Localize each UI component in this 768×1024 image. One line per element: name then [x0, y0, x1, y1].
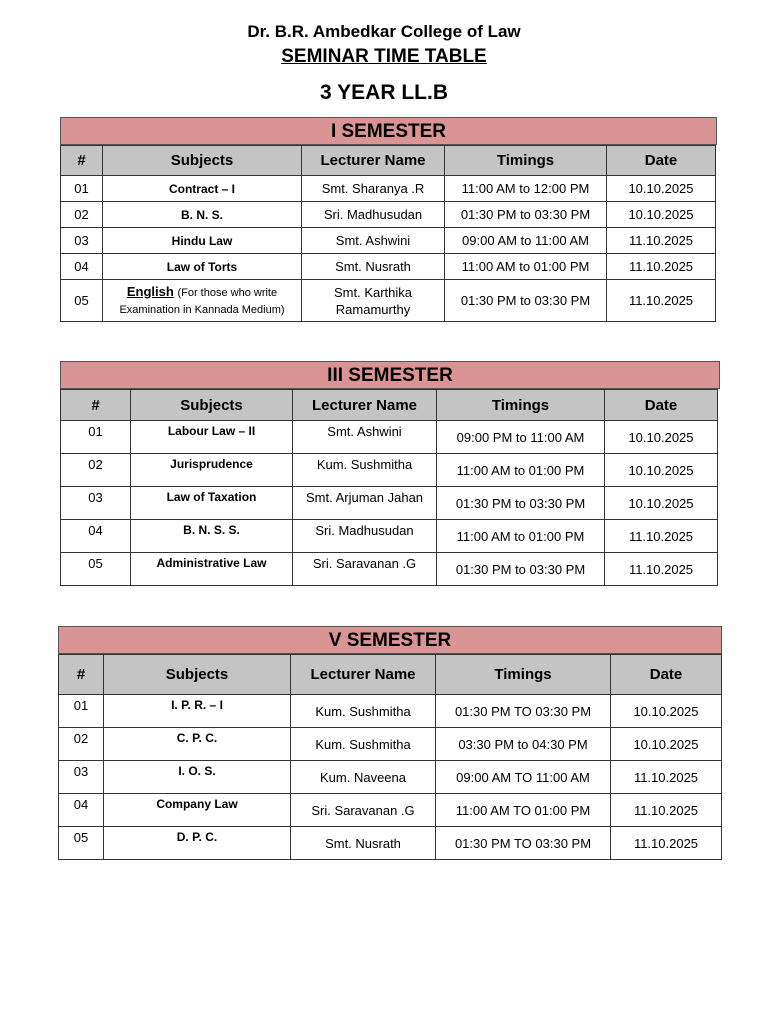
timing-cell: 01:30 PM to 03:30 PM — [445, 280, 607, 322]
row-number: 03 — [61, 228, 103, 254]
lecturer-cell: Smt. Arjuman Jahan — [293, 487, 437, 520]
lecturer-cell — [302, 280, 445, 322]
subject-cell: Law of Taxation — [131, 487, 293, 520]
table-row — [61, 553, 718, 586]
lecturer-name: Smt. Karthika — [333, 284, 413, 300]
col-header-no: # — [59, 655, 104, 695]
semester-1-table — [60, 145, 716, 322]
timing-cell: 11:00 AM to 01:00 PM — [437, 454, 605, 487]
timing-cell: 11:00 AM to 12:00 PM — [445, 176, 607, 202]
course-title: 3 YEAR LL.B — [320, 81, 448, 104]
subject-cell: Hindu Law — [103, 228, 302, 254]
subject-cell: Administrative Law — [131, 553, 293, 586]
col-header-date: Date — [607, 146, 716, 176]
document-title — [0, 46, 768, 68]
row-number: 05 — [61, 280, 103, 322]
col-header-subjects: Subjects — [103, 146, 302, 176]
timing-cell: 01:30 PM TO 03:30 PM — [436, 695, 611, 728]
timing-cell: 01:30 PM TO 03:30 PM — [436, 827, 611, 860]
date-cell: 11.10.2025 — [607, 254, 716, 280]
lecturer-cell: Kum. Sushmitha — [291, 728, 436, 761]
table-row — [59, 761, 722, 794]
lecturer-cell: Kum. Sushmitha — [293, 454, 437, 487]
timing-cell: 03:30 PM to 04:30 PM — [436, 728, 611, 761]
row-number: 05 — [59, 827, 104, 860]
table-header-row — [61, 390, 718, 421]
date-cell: 11.10.2025 — [611, 761, 722, 794]
row-number: 04 — [59, 794, 104, 827]
date-cell: 11.10.2025 — [607, 228, 716, 254]
row-number: 05 — [61, 553, 131, 586]
timing-cell: 11:00 AM TO 01:00 PM — [436, 794, 611, 827]
subject-cell: Contract – I — [103, 176, 302, 202]
row-number: 01 — [61, 176, 103, 202]
table-row — [61, 280, 716, 322]
table-row — [61, 176, 716, 202]
subject-cell: Law of Torts — [103, 254, 302, 280]
lecturer-name-line2: Ramamurthy — [335, 301, 411, 317]
table-row — [59, 794, 722, 827]
subject-cell — [103, 280, 302, 322]
date-cell: 11.10.2025 — [611, 794, 722, 827]
subject-name: English — [126, 283, 174, 299]
row-number: 02 — [59, 728, 104, 761]
subject-cell: D. P. C. — [104, 827, 291, 860]
document-title-text: SEMINAR TIME TABLE — [281, 46, 487, 67]
subject-cell: I. O. S. — [104, 761, 291, 794]
semester-3-table — [60, 389, 718, 586]
table-row — [61, 202, 716, 228]
table-row — [61, 520, 718, 553]
subject-cell: Jurisprudence — [131, 454, 293, 487]
timing-cell: 01:30 PM to 03:30 PM — [445, 202, 607, 228]
row-number: 04 — [61, 254, 103, 280]
date-cell: 10.10.2025 — [611, 695, 722, 728]
subject-note-line2: Examination in Kannada Medium) — [119, 303, 285, 316]
lecturer-cell: Smt. Ashwini — [293, 421, 437, 454]
lecturer-cell: Smt. Ashwini — [302, 228, 445, 254]
semester-1-title: I SEMESTER — [60, 117, 717, 145]
lecturer-cell: Smt. Sharanya .R — [302, 176, 445, 202]
col-header-subjects: Subjects — [131, 390, 293, 421]
timing-cell: 01:30 PM to 03:30 PM — [437, 553, 605, 586]
subject-cell: B. N. S. — [103, 202, 302, 228]
table-row — [61, 421, 718, 454]
timing-cell: 11:00 AM to 01:00 PM — [445, 254, 607, 280]
table-row — [61, 254, 716, 280]
col-header-date: Date — [605, 390, 718, 421]
date-cell: 11.10.2025 — [607, 280, 716, 322]
timing-cell: 01:30 PM to 03:30 PM — [437, 487, 605, 520]
semester-5-section — [58, 626, 722, 860]
date-cell: 10.10.2025 — [605, 487, 718, 520]
col-header-subjects: Subjects — [104, 655, 291, 695]
semester-5-title: V SEMESTER — [58, 626, 722, 654]
semester-1-section — [60, 117, 717, 322]
col-header-lecturer: Lecturer Name — [302, 146, 445, 176]
table-header-row — [59, 655, 722, 695]
semester-3-section — [60, 361, 720, 586]
row-number: 03 — [59, 761, 104, 794]
table-row — [61, 228, 716, 254]
college-name: Dr. B.R. Ambedkar College of Law — [247, 22, 521, 41]
subject-cell: C. P. C. — [104, 728, 291, 761]
row-number: 01 — [61, 421, 131, 454]
col-header-date: Date — [611, 655, 722, 695]
date-cell: 10.10.2025 — [605, 421, 718, 454]
subject-note: (For those who write — [177, 286, 278, 299]
date-cell: 11.10.2025 — [605, 553, 718, 586]
table-header-row — [61, 146, 716, 176]
row-number: 02 — [61, 454, 131, 487]
lecturer-cell: Kum. Naveena — [291, 761, 436, 794]
subject-cell: Company Law — [104, 794, 291, 827]
timing-cell: 09:00 AM to 11:00 AM — [445, 228, 607, 254]
col-header-timings: Timings — [437, 390, 605, 421]
date-cell: 11.10.2025 — [605, 520, 718, 553]
timing-cell: 09:00 AM TO 11:00 AM — [436, 761, 611, 794]
lecturer-cell: Smt. Nusrath — [302, 254, 445, 280]
lecturer-cell: Sri. Saravanan .G — [293, 553, 437, 586]
table-row — [61, 487, 718, 520]
col-header-timings: Timings — [445, 146, 607, 176]
lecturer-cell: Kum. Sushmitha — [291, 695, 436, 728]
table-row — [59, 728, 722, 761]
table-row — [59, 695, 722, 728]
date-cell: 10.10.2025 — [611, 728, 722, 761]
lecturer-cell: Sri. Madhusudan — [293, 520, 437, 553]
row-number: 04 — [61, 520, 131, 553]
col-header-timings: Timings — [436, 655, 611, 695]
lecturer-cell: Sri. Saravanan .G — [291, 794, 436, 827]
table-row — [59, 827, 722, 860]
lecturer-cell: Sri. Madhusudan — [302, 202, 445, 228]
row-number: 02 — [61, 202, 103, 228]
col-header-no: # — [61, 146, 103, 176]
row-number: 01 — [59, 695, 104, 728]
col-header-no: # — [61, 390, 131, 421]
subject-cell: B. N. S. S. — [131, 520, 293, 553]
col-header-lecturer: Lecturer Name — [291, 655, 436, 695]
subject-cell: I. P. R. – I — [104, 695, 291, 728]
semester-3-title: III SEMESTER — [60, 361, 720, 389]
subject-cell: Labour Law – II — [131, 421, 293, 454]
col-header-lecturer: Lecturer Name — [293, 390, 437, 421]
timing-cell: 09:00 PM to 11:00 AM — [437, 421, 605, 454]
date-cell: 10.10.2025 — [605, 454, 718, 487]
timing-cell: 11:00 AM to 01:00 PM — [437, 520, 605, 553]
lecturer-cell: Smt. Nusrath — [291, 827, 436, 860]
row-number: 03 — [61, 487, 131, 520]
semester-5-table — [58, 654, 722, 860]
date-cell: 10.10.2025 — [607, 202, 716, 228]
date-cell: 10.10.2025 — [607, 176, 716, 202]
table-row — [61, 454, 718, 487]
date-cell: 11.10.2025 — [611, 827, 722, 860]
